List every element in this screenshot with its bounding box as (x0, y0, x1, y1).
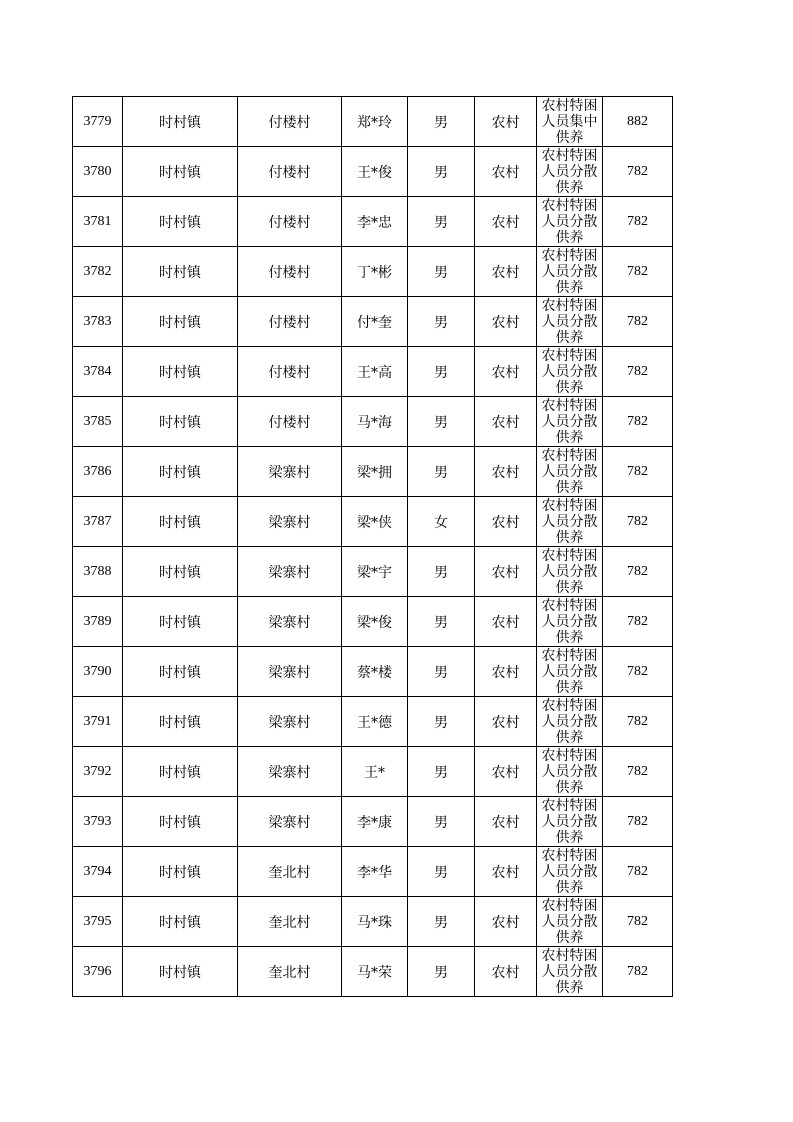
cell-gender: 男 (408, 347, 475, 397)
category-text (537, 197, 602, 246)
cell-category (537, 97, 603, 147)
cell-town: 时村镇 (123, 347, 238, 397)
cell-village: 奎北村 (238, 897, 342, 947)
cell-name: 李*康 (342, 797, 408, 847)
cell-amount: 782 (603, 897, 673, 947)
category-text (537, 147, 602, 196)
cell-town: 时村镇 (123, 197, 238, 247)
cell-name: 马*珠 (342, 897, 408, 947)
cell-id: 3794 (73, 847, 123, 897)
cell-area: 农村 (475, 647, 537, 697)
cell-village: 梁寨村 (238, 747, 342, 797)
cell-town: 时村镇 (123, 147, 238, 197)
cell-area: 农村 (475, 497, 537, 547)
cell-area: 农村 (475, 697, 537, 747)
table-row (73, 197, 673, 247)
category-line: 农村特困 (541, 848, 598, 864)
cell-area: 农村 (475, 347, 537, 397)
category-line: 农村特困 (541, 248, 598, 264)
category-line: 人员分散 (541, 564, 598, 580)
category-line: 人员分散 (541, 664, 598, 680)
cell-name: 王*高 (342, 347, 408, 397)
cell-area: 农村 (475, 947, 537, 997)
table-row (73, 897, 673, 947)
category-line: 人员分散 (541, 864, 598, 880)
category-text (537, 447, 602, 496)
category-text (537, 347, 602, 396)
table-row (73, 847, 673, 897)
cell-gender: 男 (408, 597, 475, 647)
table-row (73, 647, 673, 697)
cell-category (537, 647, 603, 697)
cell-amount: 782 (603, 297, 673, 347)
cell-amount: 782 (603, 747, 673, 797)
cell-id: 3793 (73, 797, 123, 847)
cell-area: 农村 (475, 97, 537, 147)
category-line: 人员分散 (541, 714, 598, 730)
cell-gender: 男 (408, 897, 475, 947)
category-line: 供养 (555, 930, 584, 946)
cell-gender: 男 (408, 647, 475, 697)
cell-town: 时村镇 (123, 497, 238, 547)
category-line: 农村特困 (541, 698, 598, 714)
category-line: 供养 (555, 180, 584, 196)
table-row (73, 347, 673, 397)
table-row (73, 597, 673, 647)
cell-town: 时村镇 (123, 597, 238, 647)
cell-town: 时村镇 (123, 697, 238, 747)
cell-name: 王*德 (342, 697, 408, 747)
category-line: 供养 (555, 830, 584, 846)
category-line: 供养 (555, 280, 584, 296)
cell-town: 时村镇 (123, 747, 238, 797)
category-text (537, 547, 602, 596)
cell-id: 3790 (73, 647, 123, 697)
category-line: 供养 (555, 530, 584, 546)
cell-category (537, 697, 603, 747)
category-line: 人员分散 (541, 464, 598, 480)
category-line: 人员分散 (541, 614, 598, 630)
category-text (537, 397, 602, 446)
category-line: 供养 (555, 880, 584, 896)
cell-id: 3788 (73, 547, 123, 597)
category-line: 人员分散 (541, 314, 598, 330)
table-row (73, 547, 673, 597)
cell-gender: 女 (408, 497, 475, 547)
cell-amount: 782 (603, 447, 673, 497)
category-line: 供养 (555, 480, 584, 496)
cell-amount: 782 (603, 397, 673, 447)
cell-amount: 782 (603, 147, 673, 197)
table-row (73, 147, 673, 197)
cell-amount: 782 (603, 247, 673, 297)
cell-id: 3780 (73, 147, 123, 197)
cell-town: 时村镇 (123, 247, 238, 297)
cell-name: 王* (342, 747, 408, 797)
category-line: 农村特困 (541, 298, 598, 314)
cell-amount: 782 (603, 497, 673, 547)
cell-village: 付楼村 (238, 247, 342, 297)
cell-town: 时村镇 (123, 947, 238, 997)
cell-amount: 782 (603, 547, 673, 597)
category-line: 供养 (555, 730, 584, 746)
cell-amount: 782 (603, 797, 673, 847)
cell-village: 梁寨村 (238, 497, 342, 547)
cell-amount: 782 (603, 697, 673, 747)
cell-name: 李*华 (342, 847, 408, 897)
category-text (537, 797, 602, 846)
cell-amount: 782 (603, 347, 673, 397)
cell-village: 梁寨村 (238, 447, 342, 497)
category-line: 人员分散 (541, 764, 598, 780)
category-line: 供养 (555, 780, 584, 796)
category-text (537, 697, 602, 746)
cell-area: 农村 (475, 247, 537, 297)
cell-amount: 782 (603, 847, 673, 897)
cell-name: 马*海 (342, 397, 408, 447)
category-line: 供养 (555, 630, 584, 646)
cell-area: 农村 (475, 147, 537, 197)
category-line: 供养 (555, 380, 584, 396)
cell-town: 时村镇 (123, 847, 238, 897)
cell-category (537, 347, 603, 397)
cell-name: 王*俊 (342, 147, 408, 197)
cell-area: 农村 (475, 297, 537, 347)
cell-area: 农村 (475, 397, 537, 447)
cell-category (537, 447, 603, 497)
cell-area: 农村 (475, 547, 537, 597)
category-line: 人员分散 (541, 164, 598, 180)
cell-name: 蔡*楼 (342, 647, 408, 697)
category-line: 供养 (555, 580, 584, 596)
cell-gender: 男 (408, 447, 475, 497)
cell-town: 时村镇 (123, 97, 238, 147)
category-line: 农村特困 (541, 198, 598, 214)
cell-id: 3781 (73, 197, 123, 247)
category-text (537, 597, 602, 646)
category-line: 农村特困 (541, 798, 598, 814)
table-row (73, 297, 673, 347)
cell-id: 3796 (73, 947, 123, 997)
cell-village: 奎北村 (238, 847, 342, 897)
category-line: 农村特困 (541, 498, 598, 514)
category-line: 人员分散 (541, 964, 598, 980)
category-line: 人员分散 (541, 364, 598, 380)
table-body (73, 97, 673, 997)
category-text (537, 647, 602, 696)
category-line: 供养 (555, 680, 584, 696)
cell-gender: 男 (408, 697, 475, 747)
cell-category (537, 497, 603, 547)
cell-gender: 男 (408, 747, 475, 797)
cell-gender: 男 (408, 847, 475, 897)
table-row (73, 947, 673, 997)
cell-gender: 男 (408, 147, 475, 197)
cell-gender: 男 (408, 547, 475, 597)
cell-gender: 男 (408, 947, 475, 997)
cell-category (537, 197, 603, 247)
cell-area: 农村 (475, 797, 537, 847)
category-line: 人员分散 (541, 914, 598, 930)
category-line: 农村特困 (541, 898, 598, 914)
category-line: 农村特困 (541, 148, 598, 164)
category-text (537, 297, 602, 346)
category-line: 供养 (555, 230, 584, 246)
category-text (537, 897, 602, 946)
cell-id: 3787 (73, 497, 123, 547)
category-text (537, 97, 602, 146)
category-line: 供养 (555, 330, 584, 346)
category-line: 农村特困 (541, 448, 598, 464)
cell-category (537, 947, 603, 997)
cell-category (537, 747, 603, 797)
table-row (73, 797, 673, 847)
cell-amount: 782 (603, 947, 673, 997)
category-text (537, 747, 602, 796)
cell-category (537, 147, 603, 197)
cell-id: 3792 (73, 747, 123, 797)
cell-village: 梁寨村 (238, 797, 342, 847)
cell-id: 3785 (73, 397, 123, 447)
cell-category (537, 847, 603, 897)
category-line: 农村特困 (541, 648, 598, 664)
category-line: 农村特困 (541, 548, 598, 564)
cell-area: 农村 (475, 847, 537, 897)
cell-name: 丁*彬 (342, 247, 408, 297)
cell-village: 付楼村 (238, 397, 342, 447)
table-row (73, 247, 673, 297)
category-line: 供养 (555, 430, 584, 446)
cell-town: 时村镇 (123, 797, 238, 847)
category-line: 人员分散 (541, 264, 598, 280)
cell-id: 3784 (73, 347, 123, 397)
cell-village: 付楼村 (238, 147, 342, 197)
cell-name: 付*奎 (342, 297, 408, 347)
category-line: 供养 (555, 130, 584, 146)
cell-gender: 男 (408, 297, 475, 347)
cell-gender: 男 (408, 397, 475, 447)
cell-village: 梁寨村 (238, 647, 342, 697)
table-row (73, 447, 673, 497)
category-text (537, 497, 602, 546)
cell-category (537, 597, 603, 647)
cell-village: 付楼村 (238, 197, 342, 247)
cell-village: 梁寨村 (238, 697, 342, 747)
category-text (537, 247, 602, 296)
cell-village: 梁寨村 (238, 547, 342, 597)
cell-category (537, 297, 603, 347)
category-line: 人员分散 (541, 414, 598, 430)
category-line: 农村特困 (541, 748, 598, 764)
cell-name: 梁*宇 (342, 547, 408, 597)
category-line: 农村特困 (541, 98, 598, 114)
table-row (73, 747, 673, 797)
cell-town: 时村镇 (123, 397, 238, 447)
cell-amount: 782 (603, 647, 673, 697)
category-line: 人员集中 (541, 114, 598, 130)
cell-id: 3795 (73, 897, 123, 947)
cell-town: 时村镇 (123, 447, 238, 497)
cell-id: 3782 (73, 247, 123, 297)
cell-village: 付楼村 (238, 347, 342, 397)
cell-village: 梁寨村 (238, 597, 342, 647)
cell-name: 梁*拥 (342, 447, 408, 497)
table-row (73, 97, 673, 147)
cell-amount: 782 (603, 597, 673, 647)
cell-gender: 男 (408, 797, 475, 847)
cell-category (537, 897, 603, 947)
cell-town: 时村镇 (123, 297, 238, 347)
category-text (537, 847, 602, 896)
cell-category (537, 547, 603, 597)
cell-id: 3789 (73, 597, 123, 647)
cell-gender: 男 (408, 97, 475, 147)
cell-id: 3783 (73, 297, 123, 347)
category-line: 农村特困 (541, 598, 598, 614)
cell-area: 农村 (475, 447, 537, 497)
cell-name: 李*忠 (342, 197, 408, 247)
cell-name: 马*荣 (342, 947, 408, 997)
records-table (72, 96, 673, 997)
cell-gender: 男 (408, 197, 475, 247)
cell-gender: 男 (408, 247, 475, 297)
cell-category (537, 797, 603, 847)
category-line: 农村特困 (541, 948, 598, 964)
cell-id: 3791 (73, 697, 123, 747)
cell-area: 农村 (475, 197, 537, 247)
table-row (73, 497, 673, 547)
cell-id: 3786 (73, 447, 123, 497)
category-text (537, 947, 602, 996)
table-row (73, 697, 673, 747)
cell-town: 时村镇 (123, 647, 238, 697)
category-line: 人员分散 (541, 814, 598, 830)
cell-village: 奎北村 (238, 947, 342, 997)
cell-village: 付楼村 (238, 97, 342, 147)
cell-area: 农村 (475, 597, 537, 647)
cell-id: 3779 (73, 97, 123, 147)
cell-name: 梁*俊 (342, 597, 408, 647)
category-line: 人员分散 (541, 214, 598, 230)
table-row (73, 397, 673, 447)
cell-category (537, 397, 603, 447)
category-line: 农村特困 (541, 398, 598, 414)
category-line: 人员分散 (541, 514, 598, 530)
cell-area: 农村 (475, 897, 537, 947)
cell-amount: 882 (603, 97, 673, 147)
cell-amount: 782 (603, 197, 673, 247)
category-line: 农村特困 (541, 348, 598, 364)
cell-town: 时村镇 (123, 547, 238, 597)
cell-name: 郑*玲 (342, 97, 408, 147)
cell-category (537, 247, 603, 297)
cell-town: 时村镇 (123, 897, 238, 947)
cell-area: 农村 (475, 747, 537, 797)
category-line: 供养 (555, 980, 584, 996)
cell-village: 付楼村 (238, 297, 342, 347)
cell-name: 梁*侠 (342, 497, 408, 547)
